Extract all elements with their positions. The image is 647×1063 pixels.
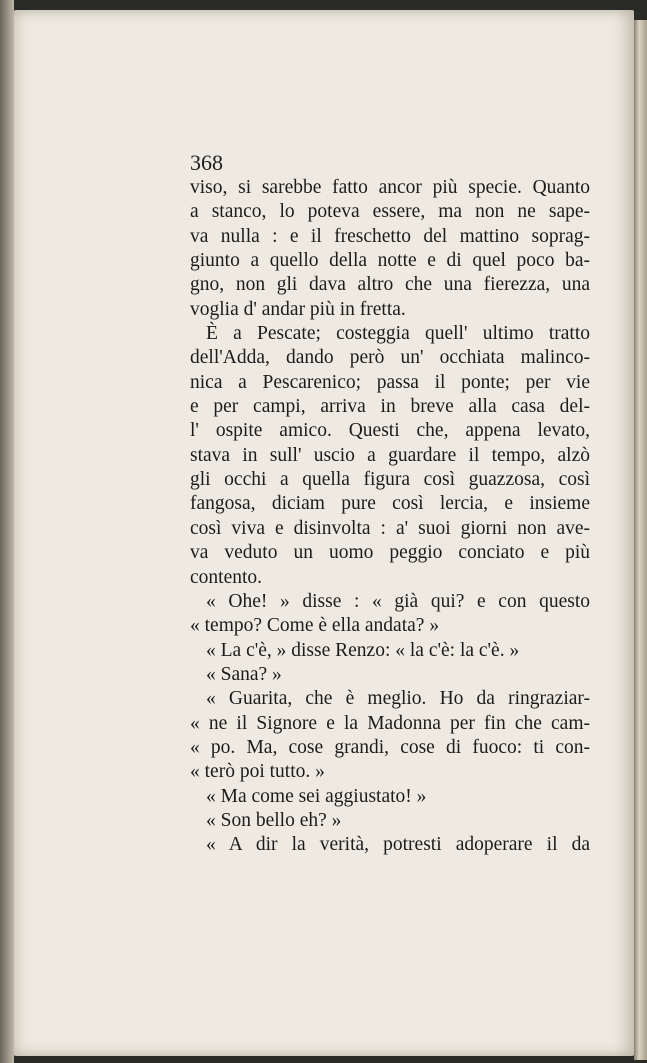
text-line: È a Pescate; costeggia quell' ultimo tratto — [206, 323, 590, 345]
page-edge-stack — [634, 20, 647, 1060]
text-line: « Sana? » — [206, 663, 282, 685]
text-line: e per campi, arriva in breve alla casa del- — [190, 396, 590, 418]
text-line: a stanco, lo poteva essere, ma non ne sape- — [190, 201, 590, 223]
page-number: 368 — [190, 150, 223, 175]
text-line: stava in sull' uscio a guardare il tempo, alzò — [190, 444, 590, 466]
text-line: l' ospite amico. Questi che, appena levato, — [190, 420, 590, 442]
text-line: così viva e disinvolta : a' suoi giorni non ave- — [190, 517, 590, 539]
text-line: dell'Adda, dando però un' occhiata malinco- — [190, 347, 590, 369]
text-line: va nulla : e il freschetto del mattino soprag- — [190, 225, 590, 247]
text-line: « po. Ma, cose grandi, cose di fuoco: ti con- — [190, 736, 590, 758]
text-line: contento. — [190, 566, 263, 588]
book-spine-shadow — [0, 0, 14, 1063]
text-line: va veduto un uomo peggio conciato e più — [190, 542, 590, 564]
text-line: fangosa, diciam pure così lercia, e insieme — [190, 493, 590, 515]
text-line: « Ohe! » disse : « già qui? e con questo — [206, 590, 590, 612]
body-text — [190, 176, 590, 858]
text-line: nica a Pescarenico; passa il ponte; per vie — [190, 371, 590, 393]
text-line: giunto a quello della notte e di quel poco ba- — [190, 250, 590, 272]
text-line: « Ma come sei aggiustato! » — [206, 785, 427, 807]
text-line: viso, si sarebbe fatto ancor più specie. Quanto — [190, 177, 590, 198]
text-line: « ne il Signore e la Madonna per fin che cam- — [190, 712, 590, 734]
text-line: « terò poi tutto. » — [190, 761, 325, 783]
text-line: « A dir la verità, potresti adoperare il da — [206, 834, 590, 856]
text-line: « Son bello eh? » — [206, 809, 342, 831]
text-line: gno, non gli dava altro che una fierezza, una — [190, 274, 590, 296]
text-line: « tempo? Come è ella andata? » — [190, 615, 440, 637]
text-line: « Guarita, che è meglio. Ho da ringraziar- — [206, 688, 590, 710]
text-line: voglia d' andar più in fretta. — [190, 298, 406, 320]
text-line: « La c'è, » disse Renzo: « la c'è: la c'è. » — [206, 639, 520, 661]
text-line: gli occhi a quella figura così guazzosa, così — [190, 469, 590, 491]
